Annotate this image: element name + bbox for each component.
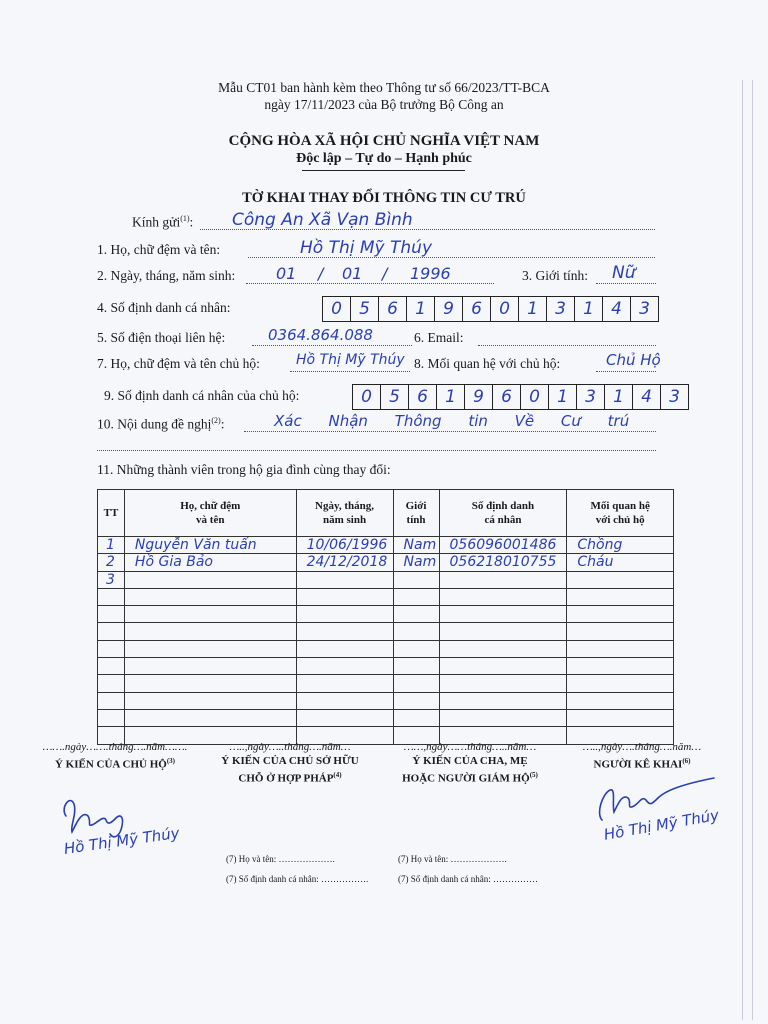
gender-label: 3. Giới tính: <box>522 268 589 283</box>
head-id-boxes <box>352 384 689 410</box>
id-digit-cell: 9 <box>465 385 493 409</box>
table-row <box>98 537 674 554</box>
table-header-cell: Họ, chữ đệm và tên <box>124 490 296 537</box>
name-value: Hồ Thị Mỹ Thúy <box>300 238 432 258</box>
request-dotted-line <box>244 431 656 432</box>
id-digit-cell: 1 <box>575 297 603 321</box>
form-reference-line-2: ngày 17/11/2023 của Bộ trưởng Bộ Công an <box>264 97 504 112</box>
table-cell: Nguyễn Văn tuấn <box>124 537 296 554</box>
table-cell <box>567 640 674 657</box>
table-row <box>98 571 674 588</box>
email-label: 6. Email: <box>414 330 464 345</box>
country-name: CỘNG HÒA XÃ HỘI CHỦ NGHĨA VIỆT NAM <box>228 133 540 149</box>
table-cell <box>393 606 439 623</box>
id-label: 4. Số định danh cá nhân: <box>97 300 231 315</box>
id-digit-cell: 1 <box>519 297 547 321</box>
id-digit-cell: 4 <box>633 385 661 409</box>
table-cell <box>98 709 125 726</box>
table-cell: 056096001486 <box>439 537 567 554</box>
id-digit-cell: 6 <box>379 297 407 321</box>
owner-opinion-title-1: Ý KIẾN CỦA CHỦ SỞ HỮU <box>221 755 359 767</box>
table-cell <box>296 623 393 640</box>
id-digit-cell: 3 <box>639 299 650 319</box>
id-digit-cell: 1 <box>605 385 633 409</box>
name-label: 1. Họ, chữ đệm và tên: <box>97 242 221 257</box>
phone-label: 5. Số điện thoại liên hệ: <box>97 330 226 345</box>
dob-month: 01 <box>342 264 363 283</box>
form-reference-line-1: Mẫu CT01 ban hành kèm theo Thông tư số 66/2023/TT-BCA <box>218 80 550 95</box>
id-digit-cell: 1 <box>407 297 435 321</box>
recipient-value: Công An Xã Vạn Bình <box>232 210 413 230</box>
declarant-block <box>562 740 722 772</box>
id-digit-cell: 0 <box>521 385 549 409</box>
table-cell <box>124 588 296 605</box>
gender-value: Nữ <box>612 263 636 283</box>
members-label: 11. Những thành viên trong hộ gia đình cùng thay đổi: <box>97 462 391 477</box>
id-digit-cell: 3 <box>547 297 575 321</box>
id-digit-cell: 6 <box>493 385 521 409</box>
parent-opinion-title-2: HOẶC NGƯỜI GIÁM HỘ$^{(5)}$ <box>402 771 538 785</box>
members-table-header <box>98 490 674 537</box>
head-opinion-block <box>30 740 200 772</box>
table-cell <box>98 623 125 640</box>
id-digit-cell: 6 <box>409 385 437 409</box>
owner-opinion-title-2: CHỖ Ở HỢP PHÁP$^{(4)}$ <box>238 771 342 785</box>
table-cell <box>124 675 296 692</box>
table-cell <box>393 675 439 692</box>
phone-dotted-line <box>252 345 412 346</box>
id-digit-cell: 5 <box>351 297 379 321</box>
dob-dotted-line <box>246 283 494 284</box>
table-cell: 1 <box>98 537 125 554</box>
members-table-body <box>98 537 674 745</box>
motto-underline <box>302 170 465 171</box>
personal-id-boxes <box>322 296 659 322</box>
table-cell <box>393 640 439 657</box>
table-cell <box>439 640 567 657</box>
table-cell <box>98 588 125 605</box>
table-cell <box>296 588 393 605</box>
table-cell <box>98 658 125 675</box>
table-cell <box>296 675 393 692</box>
table-cell <box>98 606 125 623</box>
dob-slash: / <box>318 264 324 283</box>
page-edge-line <box>752 80 753 1020</box>
owner-name-line: (7) Họ và tên: ………………. <box>226 854 335 864</box>
id-digit-cell: 6 <box>463 297 491 321</box>
relation-value: Chủ Hộ <box>606 351 661 369</box>
table-row <box>98 640 674 657</box>
table-row <box>98 554 674 571</box>
members-table <box>97 489 674 745</box>
request-dotted-line-2 <box>97 450 656 451</box>
table-cell <box>393 623 439 640</box>
table-cell: Nam <box>393 537 439 554</box>
dob-slash: / <box>382 264 388 283</box>
table-cell <box>296 606 393 623</box>
head-name-value: Hồ Thị Mỹ Thúy <box>296 352 405 368</box>
table-row <box>98 658 674 675</box>
table-cell <box>393 658 439 675</box>
table-cell <box>296 571 393 588</box>
id-digit-cell: 4 <box>603 297 631 321</box>
table-cell <box>567 692 674 709</box>
table-cell <box>393 692 439 709</box>
table-cell <box>439 571 567 588</box>
relation-label: 8. Mối quan hệ với chủ hộ: <box>414 356 561 371</box>
table-row <box>98 675 674 692</box>
table-cell <box>439 606 567 623</box>
table-cell <box>98 640 125 657</box>
table-cell <box>124 709 296 726</box>
recipient-label: Kính gửi$^{(1)}$: <box>132 214 194 230</box>
table-cell <box>567 571 674 588</box>
head-opinion-title: Ý KIẾN CỦA CHỦ HỘ$^{(3)}$ <box>54 757 175 771</box>
table-cell <box>393 571 439 588</box>
declarant-date-line: …..,ngày….tháng….năm… <box>582 741 702 753</box>
table-cell <box>98 675 125 692</box>
table-cell: 3 <box>98 571 125 588</box>
table-cell <box>124 623 296 640</box>
id-digit-cell: 0 <box>323 297 351 321</box>
id-digit-cell: 3 <box>669 387 680 407</box>
dob-day: 01 <box>276 264 297 283</box>
declarant-signed-name: Hồ Thị Mỹ Thúy <box>602 805 721 844</box>
table-header-cell: Giới tính <box>393 490 439 537</box>
table-header-cell: Số định danh cá nhân <box>439 490 567 537</box>
table-cell <box>124 571 296 588</box>
table-header-cell: Mối quan hệ với chủ hộ <box>567 490 674 537</box>
table-cell <box>98 692 125 709</box>
table-cell <box>439 588 567 605</box>
table-cell: 056218010755 <box>439 554 567 571</box>
id-digit-cell: 0 <box>353 385 381 409</box>
table-cell <box>567 623 674 640</box>
table-row <box>98 692 674 709</box>
head-name-label: 7. Họ, chữ đệm và tên chủ hộ: <box>97 356 260 371</box>
id-digit-cell: 9 <box>435 297 463 321</box>
table-header-cell: TT <box>98 490 125 537</box>
table-cell <box>439 692 567 709</box>
table-cell <box>439 623 567 640</box>
parent-id-line: (7) Số định danh cá nhân: …………… <box>398 874 538 884</box>
table-cell: 10/06/1996 <box>296 537 393 554</box>
table-cell <box>567 709 674 726</box>
head-signed-name: Hồ Thị Mỹ Thúy <box>62 823 181 858</box>
id-digit-cell: 5 <box>381 385 409 409</box>
table-cell <box>296 658 393 675</box>
form-title: TỜ KHAI THAY ĐỔI THÔNG TIN CƯ TRÚ <box>242 190 526 206</box>
request-value: Xác Nhận Thông tin Về Cư trú <box>274 412 630 430</box>
head-id-label: 9. Số định danh cá nhân của chủ hộ: <box>104 388 300 403</box>
table-cell <box>567 588 674 605</box>
email-dotted-line <box>478 345 656 346</box>
motto: Độc lập – Tự do – Hạnh phúc <box>296 151 472 166</box>
table-cell <box>567 675 674 692</box>
table-cell <box>124 658 296 675</box>
parent-opinion-title-1: Ý KIẾN CỦA CHA, MẸ <box>412 755 528 767</box>
table-cell <box>567 606 674 623</box>
table-cell <box>296 692 393 709</box>
table-cell: 24/12/2018 <box>296 554 393 571</box>
gender-dotted-line <box>596 283 656 284</box>
table-cell: 2 <box>98 554 125 571</box>
table-cell <box>439 675 567 692</box>
id-digit-cell: 0 <box>491 297 519 321</box>
table-header-cell: Ngày, tháng, năm sinh <box>296 490 393 537</box>
table-cell <box>296 709 393 726</box>
table-cell <box>393 588 439 605</box>
owner-id-line: (7) Số định danh cá nhân: ……………. <box>226 874 369 884</box>
page-edge-line <box>742 80 743 1020</box>
head-date-line: …….ngày…….tháng….năm……. <box>42 741 188 753</box>
table-cell <box>296 640 393 657</box>
declarant-title: NGƯỜI KÊ KHAI$^{(6)}$ <box>593 757 691 771</box>
relation-dotted-line <box>596 371 656 372</box>
table-cell: Hồ Gia Bảo <box>124 554 296 571</box>
table-cell: Cháu <box>567 554 674 571</box>
owner-opinion-block <box>210 740 370 786</box>
id-digit-cell: 1 <box>437 385 465 409</box>
table-cell <box>124 640 296 657</box>
dob-label: 2. Ngày, tháng, năm sinh: <box>97 268 236 283</box>
dob-year: 1996 <box>410 264 451 283</box>
table-cell <box>567 658 674 675</box>
table-row <box>98 606 674 623</box>
table-row <box>98 623 674 640</box>
id-digit-cell: 1 <box>549 385 577 409</box>
table-cell <box>124 606 296 623</box>
parent-name-line: (7) Họ và tên: ………………. <box>398 854 507 864</box>
request-label: 10. Nội dung đề nghị$^{(2)}$: <box>97 416 225 432</box>
table-row <box>98 709 674 726</box>
table-cell <box>124 692 296 709</box>
parent-opinion-block <box>385 740 555 786</box>
table-cell <box>439 709 567 726</box>
table-cell <box>393 709 439 726</box>
table-cell: Chồng <box>567 537 674 554</box>
table-row <box>98 588 674 605</box>
owner-date-line: …..,ngày…..tháng….năm… <box>229 741 351 753</box>
parent-date-line: ……,ngày……tháng…..năm… <box>403 741 537 753</box>
head-name-dotted-line <box>290 371 410 372</box>
table-cell <box>439 658 567 675</box>
phone-value: 0364.864.088 <box>268 326 373 344</box>
id-digit-cell: 3 <box>577 385 605 409</box>
table-cell: Nam <box>393 554 439 571</box>
